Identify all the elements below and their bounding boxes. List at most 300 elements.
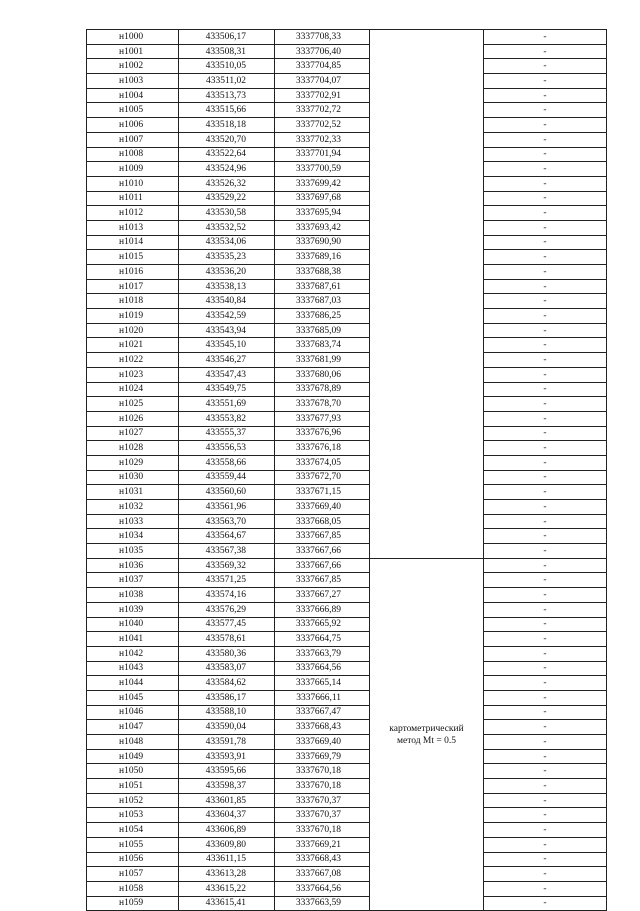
error-cell: - — [484, 705, 607, 720]
y-coordinate-cell: 3337665,92 — [275, 617, 370, 632]
y-coordinate-cell: 3337668,43 — [275, 852, 370, 867]
table-row — [87, 367, 607, 382]
x-coordinate-cell: 433549,75 — [179, 382, 275, 397]
table-row — [87, 646, 607, 661]
y-coordinate-cell: 3337702,91 — [275, 88, 370, 103]
table-row — [87, 323, 607, 338]
x-coordinate-cell: 433571,25 — [179, 573, 275, 588]
y-coordinate-cell: 3337670,37 — [275, 793, 370, 808]
point-name-cell: н1048 — [87, 735, 179, 750]
y-coordinate-cell: 3337699,42 — [275, 176, 370, 191]
point-name-cell: н1004 — [87, 88, 179, 103]
point-name-cell: н1024 — [87, 382, 179, 397]
point-name-cell: н1021 — [87, 338, 179, 353]
error-cell: - — [484, 294, 607, 309]
point-name-cell: н1014 — [87, 235, 179, 250]
y-coordinate-cell: 3337704,07 — [275, 74, 370, 89]
table-row — [87, 705, 607, 720]
error-cell: - — [484, 176, 607, 191]
table-row — [87, 220, 607, 235]
error-cell: - — [484, 118, 607, 133]
y-coordinate-cell: 3337702,52 — [275, 118, 370, 133]
y-coordinate-cell: 3337667,08 — [275, 867, 370, 882]
error-cell: - — [484, 529, 607, 544]
point-name-cell: н1041 — [87, 632, 179, 647]
y-coordinate-cell: 3337670,37 — [275, 808, 370, 823]
error-cell: - — [484, 485, 607, 500]
table-row — [87, 309, 607, 324]
point-name-cell: н1043 — [87, 661, 179, 676]
point-name-cell: н1056 — [87, 852, 179, 867]
table-row — [87, 602, 607, 617]
y-coordinate-cell: 3337678,89 — [275, 382, 370, 397]
error-cell: - — [484, 103, 607, 118]
error-cell: - — [484, 690, 607, 705]
y-coordinate-cell: 3337667,66 — [275, 544, 370, 559]
y-coordinate-cell: 3337674,05 — [275, 455, 370, 470]
point-name-cell: н1018 — [87, 294, 179, 309]
point-name-cell: н1020 — [87, 323, 179, 338]
point-name-cell: н1046 — [87, 705, 179, 720]
x-coordinate-cell: 433580,36 — [179, 646, 275, 661]
error-cell: - — [484, 279, 607, 294]
x-coordinate-cell: 433576,29 — [179, 602, 275, 617]
x-coordinate-cell: 433560,60 — [179, 485, 275, 500]
error-cell: - — [484, 411, 607, 426]
error-cell: - — [484, 573, 607, 588]
x-coordinate-cell: 433583,07 — [179, 661, 275, 676]
x-coordinate-cell: 433593,91 — [179, 749, 275, 764]
error-cell: - — [484, 749, 607, 764]
y-coordinate-cell: 3337702,33 — [275, 132, 370, 147]
y-coordinate-cell: 3337668,05 — [275, 514, 370, 529]
error-cell: - — [484, 470, 607, 485]
point-name-cell: н1023 — [87, 367, 179, 382]
y-coordinate-cell: 3337668,43 — [275, 720, 370, 735]
table-row — [87, 191, 607, 206]
table-row — [87, 676, 607, 691]
y-coordinate-cell: 3337708,33 — [275, 30, 370, 45]
point-name-cell: н1054 — [87, 823, 179, 838]
y-coordinate-cell: 3337667,66 — [275, 558, 370, 573]
x-coordinate-cell: 433553,82 — [179, 411, 275, 426]
table-row — [87, 852, 607, 867]
point-name-cell: н1044 — [87, 676, 179, 691]
table-row — [87, 118, 607, 133]
x-coordinate-cell: 433524,96 — [179, 162, 275, 177]
y-coordinate-cell: 3337676,18 — [275, 441, 370, 456]
table-row — [87, 485, 607, 500]
error-cell: - — [484, 338, 607, 353]
x-coordinate-cell: 433584,62 — [179, 676, 275, 691]
table-row — [87, 426, 607, 441]
point-name-cell: н1015 — [87, 250, 179, 265]
coordinates-table — [86, 29, 607, 911]
error-cell: - — [484, 588, 607, 603]
table-row — [87, 279, 607, 294]
x-coordinate-cell: 433559,44 — [179, 470, 275, 485]
y-coordinate-cell: 3337687,61 — [275, 279, 370, 294]
table-row — [87, 162, 607, 177]
y-coordinate-cell: 3337672,70 — [275, 470, 370, 485]
error-cell: - — [484, 558, 607, 573]
point-name-cell: н1013 — [87, 220, 179, 235]
error-cell: - — [484, 764, 607, 779]
table-row — [87, 808, 607, 823]
point-name-cell: н1005 — [87, 103, 179, 118]
y-coordinate-cell: 3337670,18 — [275, 823, 370, 838]
y-coordinate-cell: 3337701,94 — [275, 147, 370, 162]
error-cell: - — [484, 808, 607, 823]
error-cell: - — [484, 837, 607, 852]
table-row — [87, 558, 607, 573]
error-cell: - — [484, 632, 607, 647]
y-coordinate-cell: 3337706,40 — [275, 44, 370, 59]
x-coordinate-cell: 433510,05 — [179, 59, 275, 74]
point-name-cell: н1049 — [87, 749, 179, 764]
x-coordinate-cell: 433588,10 — [179, 705, 275, 720]
x-coordinate-cell: 433520,70 — [179, 132, 275, 147]
x-coordinate-cell: 433569,32 — [179, 558, 275, 573]
table-row — [87, 617, 607, 632]
y-coordinate-cell: 3337669,40 — [275, 735, 370, 750]
x-coordinate-cell: 433551,69 — [179, 397, 275, 412]
x-coordinate-cell: 433578,61 — [179, 632, 275, 647]
x-coordinate-cell: 433563,70 — [179, 514, 275, 529]
point-name-cell: н1037 — [87, 573, 179, 588]
error-cell: - — [484, 514, 607, 529]
x-coordinate-cell: 433558,66 — [179, 455, 275, 470]
point-name-cell: н1033 — [87, 514, 179, 529]
table-row — [87, 338, 607, 353]
x-coordinate-cell: 433529,22 — [179, 191, 275, 206]
error-cell: - — [484, 74, 607, 89]
table-row — [87, 632, 607, 647]
x-coordinate-cell: 433506,17 — [179, 30, 275, 45]
table-row — [87, 74, 607, 89]
point-name-cell: н1019 — [87, 309, 179, 324]
x-coordinate-cell: 433567,38 — [179, 544, 275, 559]
x-coordinate-cell: 433526,32 — [179, 176, 275, 191]
x-coordinate-cell: 433604,37 — [179, 808, 275, 823]
y-coordinate-cell: 3337666,89 — [275, 602, 370, 617]
table-row — [87, 382, 607, 397]
y-coordinate-cell: 3337664,56 — [275, 661, 370, 676]
point-name-cell: н1038 — [87, 588, 179, 603]
point-name-cell: н1011 — [87, 191, 179, 206]
error-cell: - — [484, 646, 607, 661]
error-cell: - — [484, 235, 607, 250]
error-cell: - — [484, 191, 607, 206]
x-coordinate-cell: 433540,84 — [179, 294, 275, 309]
error-cell: - — [484, 265, 607, 280]
table-row — [87, 720, 607, 735]
table-row — [87, 514, 607, 529]
y-coordinate-cell: 3337669,21 — [275, 837, 370, 852]
y-coordinate-cell: 3337677,93 — [275, 411, 370, 426]
x-coordinate-cell: 433522,64 — [179, 147, 275, 162]
point-name-cell: н1055 — [87, 837, 179, 852]
x-coordinate-cell: 433606,89 — [179, 823, 275, 838]
point-name-cell: н1039 — [87, 602, 179, 617]
y-coordinate-cell: 3337669,79 — [275, 749, 370, 764]
y-coordinate-cell: 3337695,94 — [275, 206, 370, 221]
x-coordinate-cell: 433534,06 — [179, 235, 275, 250]
error-cell: - — [484, 441, 607, 456]
x-coordinate-cell: 433598,37 — [179, 779, 275, 794]
x-coordinate-cell: 433555,37 — [179, 426, 275, 441]
y-coordinate-cell: 3337686,25 — [275, 309, 370, 324]
error-cell: - — [484, 132, 607, 147]
x-coordinate-cell: 433556,53 — [179, 441, 275, 456]
point-name-cell: н1034 — [87, 529, 179, 544]
table-row — [87, 147, 607, 162]
table-row — [87, 867, 607, 882]
table-row — [87, 529, 607, 544]
point-name-cell: н1028 — [87, 441, 179, 456]
x-coordinate-cell: 433511,02 — [179, 74, 275, 89]
x-coordinate-cell: 433542,59 — [179, 309, 275, 324]
point-name-cell: н1017 — [87, 279, 179, 294]
point-name-cell: н1052 — [87, 793, 179, 808]
table-row — [87, 103, 607, 118]
table-row — [87, 441, 607, 456]
error-cell: - — [484, 544, 607, 559]
error-cell: - — [484, 44, 607, 59]
coordinates-table-body — [87, 30, 607, 911]
error-cell: - — [484, 367, 607, 382]
y-coordinate-cell: 3337669,40 — [275, 500, 370, 515]
point-name-cell: н1031 — [87, 485, 179, 500]
x-coordinate-cell: 433536,20 — [179, 265, 275, 280]
point-name-cell: н1035 — [87, 544, 179, 559]
point-name-cell: н1047 — [87, 720, 179, 735]
table-row — [87, 881, 607, 896]
error-cell: - — [484, 250, 607, 265]
y-coordinate-cell: 3337665,14 — [275, 676, 370, 691]
table-row — [87, 470, 607, 485]
table-row — [87, 455, 607, 470]
method-cell — [370, 558, 484, 911]
table-row — [87, 176, 607, 191]
table-row — [87, 250, 607, 265]
point-name-cell: н1030 — [87, 470, 179, 485]
point-name-cell: н1008 — [87, 147, 179, 162]
y-coordinate-cell: 3337667,85 — [275, 573, 370, 588]
y-coordinate-cell: 3337688,38 — [275, 265, 370, 280]
x-coordinate-cell: 433538,13 — [179, 279, 275, 294]
table-row — [87, 823, 607, 838]
error-cell: - — [484, 59, 607, 74]
point-name-cell: н1009 — [87, 162, 179, 177]
error-cell: - — [484, 602, 607, 617]
point-name-cell: н1042 — [87, 646, 179, 661]
point-name-cell: н1000 — [87, 30, 179, 45]
y-coordinate-cell: 3337680,06 — [275, 367, 370, 382]
point-name-cell: н1007 — [87, 132, 179, 147]
x-coordinate-cell: 433518,18 — [179, 118, 275, 133]
x-coordinate-cell: 433543,94 — [179, 323, 275, 338]
y-coordinate-cell: 3337670,18 — [275, 764, 370, 779]
x-coordinate-cell: 433545,10 — [179, 338, 275, 353]
error-cell: - — [484, 617, 607, 632]
y-coordinate-cell: 3337678,70 — [275, 397, 370, 412]
error-cell: - — [484, 220, 607, 235]
error-cell: - — [484, 206, 607, 221]
table-row — [87, 265, 607, 280]
y-coordinate-cell: 3337667,47 — [275, 705, 370, 720]
y-coordinate-cell: 3337690,90 — [275, 235, 370, 250]
table-row — [87, 397, 607, 412]
table-row — [87, 411, 607, 426]
error-cell: - — [484, 309, 607, 324]
point-name-cell: н1057 — [87, 867, 179, 882]
point-name-cell: н1051 — [87, 779, 179, 794]
table-row — [87, 544, 607, 559]
error-cell: - — [484, 88, 607, 103]
y-coordinate-cell: 3337676,96 — [275, 426, 370, 441]
error-cell: - — [484, 162, 607, 177]
error-cell: - — [484, 676, 607, 691]
error-cell: - — [484, 852, 607, 867]
error-cell: - — [484, 426, 607, 441]
error-cell: - — [484, 147, 607, 162]
error-cell: - — [484, 720, 607, 735]
x-coordinate-cell: 433547,43 — [179, 367, 275, 382]
table-row — [87, 837, 607, 852]
error-cell: - — [484, 455, 607, 470]
point-name-cell: н1032 — [87, 500, 179, 515]
point-name-cell: н1059 — [87, 896, 179, 911]
x-coordinate-cell: 433561,96 — [179, 500, 275, 515]
y-coordinate-cell: 3337667,85 — [275, 529, 370, 544]
error-cell: - — [484, 30, 607, 45]
error-cell: - — [484, 735, 607, 750]
x-coordinate-cell: 433586,17 — [179, 690, 275, 705]
y-coordinate-cell: 3337664,56 — [275, 881, 370, 896]
x-coordinate-cell: 433609,80 — [179, 837, 275, 852]
y-coordinate-cell: 3337671,15 — [275, 485, 370, 500]
error-cell: - — [484, 867, 607, 882]
y-coordinate-cell: 3337704,85 — [275, 59, 370, 74]
point-name-cell: н1036 — [87, 558, 179, 573]
error-cell: - — [484, 323, 607, 338]
table-row — [87, 235, 607, 250]
table-row — [87, 588, 607, 603]
x-coordinate-cell: 433590,04 — [179, 720, 275, 735]
table-row — [87, 735, 607, 750]
error-cell: - — [484, 661, 607, 676]
point-name-cell: н1027 — [87, 426, 179, 441]
table-row — [87, 749, 607, 764]
method-text-line: метод Mt = 0.5 — [396, 735, 456, 746]
y-coordinate-cell: 3337697,68 — [275, 191, 370, 206]
point-name-cell: н1058 — [87, 881, 179, 896]
point-name-cell: н1012 — [87, 206, 179, 221]
x-coordinate-cell: 433595,66 — [179, 764, 275, 779]
x-coordinate-cell: 433515,66 — [179, 103, 275, 118]
x-coordinate-cell: 433574,16 — [179, 588, 275, 603]
table-row — [87, 44, 607, 59]
table-row — [87, 30, 607, 45]
table-row — [87, 88, 607, 103]
table-row — [87, 573, 607, 588]
point-name-cell: н1001 — [87, 44, 179, 59]
x-coordinate-cell: 433564,67 — [179, 529, 275, 544]
point-name-cell: н1010 — [87, 176, 179, 191]
point-name-cell: н1016 — [87, 265, 179, 280]
error-cell: - — [484, 397, 607, 412]
method-cell — [370, 30, 484, 559]
point-name-cell: н1006 — [87, 118, 179, 133]
method-text-line: картометрический — [389, 723, 464, 734]
x-coordinate-cell: 433615,22 — [179, 881, 275, 896]
point-name-cell: н1053 — [87, 808, 179, 823]
y-coordinate-cell: 3337681,99 — [275, 353, 370, 368]
error-cell: - — [484, 881, 607, 896]
y-coordinate-cell: 3337663,59 — [275, 896, 370, 911]
table-row — [87, 59, 607, 74]
point-name-cell: н1026 — [87, 411, 179, 426]
y-coordinate-cell: 3337667,27 — [275, 588, 370, 603]
y-coordinate-cell: 3337702,72 — [275, 103, 370, 118]
error-cell: - — [484, 896, 607, 911]
table-row — [87, 690, 607, 705]
point-name-cell: н1029 — [87, 455, 179, 470]
error-cell: - — [484, 779, 607, 794]
x-coordinate-cell: 433613,28 — [179, 867, 275, 882]
table-row — [87, 896, 607, 911]
error-cell: - — [484, 823, 607, 838]
table-row — [87, 779, 607, 794]
x-coordinate-cell: 433508,31 — [179, 44, 275, 59]
table-row — [87, 661, 607, 676]
x-coordinate-cell: 433611,15 — [179, 852, 275, 867]
y-coordinate-cell: 3337664,75 — [275, 632, 370, 647]
x-coordinate-cell: 433513,73 — [179, 88, 275, 103]
table-row — [87, 294, 607, 309]
y-coordinate-cell: 3337700,59 — [275, 162, 370, 177]
point-name-cell: н1045 — [87, 690, 179, 705]
x-coordinate-cell: 433601,85 — [179, 793, 275, 808]
point-name-cell: н1050 — [87, 764, 179, 779]
y-coordinate-cell: 3337693,42 — [275, 220, 370, 235]
table-row — [87, 132, 607, 147]
y-coordinate-cell: 3337687,03 — [275, 294, 370, 309]
y-coordinate-cell: 3337666,11 — [275, 690, 370, 705]
x-coordinate-cell: 433535,23 — [179, 250, 275, 265]
error-cell: - — [484, 382, 607, 397]
table-row — [87, 764, 607, 779]
y-coordinate-cell: 3337689,16 — [275, 250, 370, 265]
y-coordinate-cell: 3337663,79 — [275, 646, 370, 661]
error-cell: - — [484, 353, 607, 368]
x-coordinate-cell: 433546,27 — [179, 353, 275, 368]
table-row — [87, 793, 607, 808]
y-coordinate-cell: 3337685,09 — [275, 323, 370, 338]
point-name-cell: н1040 — [87, 617, 179, 632]
x-coordinate-cell: 433532,52 — [179, 220, 275, 235]
table-row — [87, 500, 607, 515]
point-name-cell: н1022 — [87, 353, 179, 368]
table-row — [87, 353, 607, 368]
point-name-cell: н1025 — [87, 397, 179, 412]
x-coordinate-cell: 433577,45 — [179, 617, 275, 632]
table-row — [87, 206, 607, 221]
error-cell: - — [484, 500, 607, 515]
point-name-cell: н1003 — [87, 74, 179, 89]
x-coordinate-cell: 433591,78 — [179, 735, 275, 750]
